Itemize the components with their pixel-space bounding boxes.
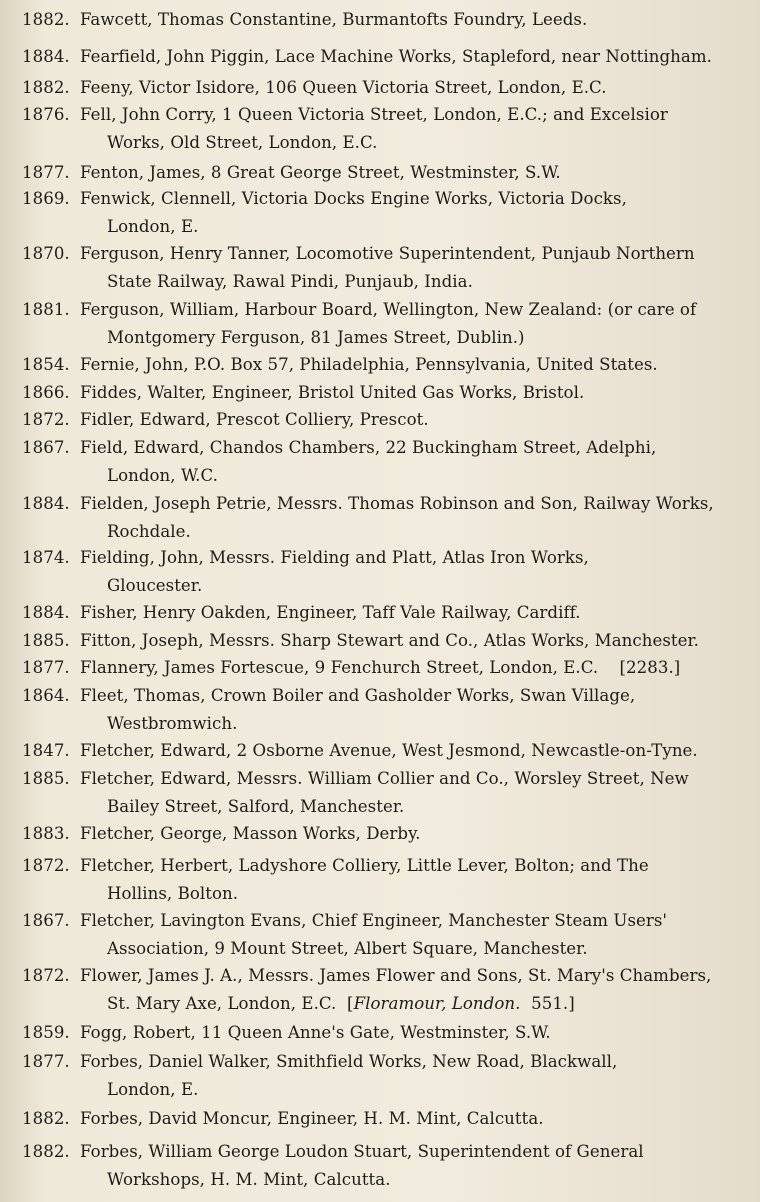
entry-continuation: Bailey Street, Salford, Manchester. <box>107 796 405 816</box>
list-item <box>22 406 744 434</box>
entry-continuation-text: St. Mary Axe, London, E.C. [ <box>107 993 354 1013</box>
entry-text: Fisher, Henry Oakden, Engineer, Taff Vale Railway, Cardiff. <box>80 603 581 622</box>
entry-year: 1867. <box>22 911 70 930</box>
entry-text: Fogg, Robert, 11 Queen Anne's Gate, Westminster, S.W. <box>80 1023 551 1042</box>
entry-year: 1859. <box>22 1023 70 1042</box>
entry-text: Forbes, William George Loudon Stuart, Superintendent of General <box>80 1142 644 1161</box>
list-item <box>22 1019 744 1047</box>
entry-year: 1882. <box>22 1142 70 1161</box>
entry-year: 1885. <box>22 631 70 650</box>
entry-text: Fenwick, Clennell, Victoria Docks Engine Works, Victoria Docks, <box>80 189 627 208</box>
entry-text: Forbes, Daniel Walker, Smithfield Works, New Road, Blackwall, <box>80 1052 618 1071</box>
entry-text: Fletcher, Edward, 2 Osborne Avenue, West Jesmond, Newcastle-on-Tyne. <box>80 741 698 760</box>
list-item <box>22 765 744 820</box>
list-item <box>22 6 744 34</box>
list-item <box>22 737 744 765</box>
telegraphic-address: Floramour, London. <box>353 993 521 1013</box>
entry-year: 1870. <box>22 244 70 263</box>
entry-continuation: Association, 9 Mount Street, Albert Square, Manchester. <box>107 938 588 958</box>
list-item <box>22 101 744 156</box>
entry-text: Feeny, Victor Isidore, 106 Queen Victoria Street, London, E.C. <box>80 78 607 97</box>
entry-text: Fleet, Thomas, Crown Boiler and Gasholder Works, Swan Village, <box>80 686 636 705</box>
entry-text: Ferguson, Henry Tanner, Locomotive Superintendent, Punjaub Northern <box>80 244 695 263</box>
entry-continuation: London, E. <box>107 216 199 236</box>
list-item <box>22 159 744 187</box>
entry-continuation: Montgomery Ferguson, 81 James Street, Dublin.) <box>107 327 525 347</box>
entry-text: Fletcher, Herbert, Ladyshore Colliery, Little Lever, Bolton; and The <box>80 856 649 875</box>
entry-continuation: Westbromwich. <box>107 713 238 733</box>
entry-year: 1882. <box>22 1109 70 1128</box>
entry-text: Fiddes, Walter, Engineer, Bristol United Gas Works, Bristol. <box>80 383 585 402</box>
list-item <box>22 296 744 351</box>
entry-year: 1876. <box>22 105 70 124</box>
entry-text: Field, Edward, Chandos Chambers, 22 Buckingham Street, Adelphi, <box>80 438 657 457</box>
entry-year: 1874. <box>22 548 70 567</box>
entry-continuation: Workshops, H. M. Mint, Calcutta. <box>107 1169 391 1189</box>
entry-text: Fearfield, John Piggin, Lace Machine Works, Stapleford, near Nottingham. <box>80 47 712 66</box>
entry-text: Fernie, John, P.O. Box 57, Philadelphia, Pennsylvania, United States. <box>80 355 658 374</box>
entry-year: 1882. <box>22 78 70 97</box>
entry-year: 1872. <box>22 966 70 985</box>
list-item <box>22 907 744 962</box>
entry-year: 1869. <box>22 189 70 208</box>
entry-year: 1866. <box>22 383 70 402</box>
list-item <box>22 43 744 71</box>
entry-text: Fletcher, Lavington Evans, Chief Engineer, Manchester Steam Users' <box>80 911 668 930</box>
list-item <box>22 240 744 295</box>
list-item <box>22 379 744 407</box>
list-item <box>22 627 744 655</box>
entry-text: Flannery, James Fortescue, 9 Fenchurch Street, London, E.C. [2283.] <box>80 658 681 677</box>
entry-text: Forbes, David Moncur, Engineer, H. M. Mint, Calcutta. <box>80 1109 544 1128</box>
list-item <box>22 962 744 1017</box>
entry-year: 1883. <box>22 824 70 843</box>
entry-reference: 551.] <box>520 993 575 1013</box>
entry-continuation: Rochdale. <box>107 521 191 541</box>
list-item <box>22 682 744 737</box>
entry-text: Fawcett, Thomas Constantine, Burmantofts Foundry, Leeds. <box>80 10 588 29</box>
list-item <box>22 544 744 599</box>
entry-year: 1885. <box>22 769 70 788</box>
list-item <box>22 852 744 907</box>
entry-text: Flower, James J. A., Messrs. James Flower and Sons, St. Mary's Chambers, <box>80 966 712 985</box>
entry-continuation <box>22 990 744 1018</box>
entry-year: 1884. <box>22 47 70 66</box>
list-item <box>22 74 744 102</box>
entry-year: 1847. <box>22 741 70 760</box>
entry-text: Fletcher, George, Masson Works, Derby. <box>80 824 421 843</box>
entry-continuation: State Railway, Rawal Pindi, Punjaub, India. <box>107 271 473 291</box>
list-item <box>22 490 744 545</box>
entry-text: Fenton, James, 8 Great George Street, Westminster, S.W. <box>80 163 561 182</box>
list-item <box>22 351 744 379</box>
entry-continuation: Works, Old Street, London, E.C. <box>107 132 378 152</box>
list-item <box>22 185 744 240</box>
entry-text: Ferguson, William, Harbour Board, Wellington, New Zealand: (or care of <box>80 300 697 319</box>
entry-year: 1867. <box>22 438 70 457</box>
entry-year: 1872. <box>22 410 70 429</box>
list-item <box>22 434 744 489</box>
entry-year: 1884. <box>22 603 70 622</box>
entry-continuation: London, W.C. <box>107 465 218 485</box>
entry-continuation: Gloucester. <box>107 575 203 595</box>
entry-text: Fielden, Joseph Petrie, Messrs. Thomas Robinson and Son, Railway Works, <box>80 494 714 513</box>
list-item <box>22 654 744 682</box>
entry-year: 1882. <box>22 10 70 29</box>
entry-text: Fletcher, Edward, Messrs. William Collier and Co., Worsley Street, New <box>80 769 689 788</box>
entry-text: Fitton, Joseph, Messrs. Sharp Stewart and Co., Atlas Works, Manchester. <box>80 631 699 650</box>
entry-text: Fidler, Edward, Prescot Colliery, Prescot. <box>80 410 429 429</box>
entry-text: Fielding, John, Messrs. Fielding and Platt, Atlas Iron Works, <box>80 548 589 567</box>
entry-year: 1881. <box>22 300 70 319</box>
entry-text: Fell, John Corry, 1 Queen Victoria Street, London, E.C.; and Excelsior <box>80 105 668 124</box>
entry-year: 1877. <box>22 658 70 677</box>
entry-year: 1884. <box>22 494 70 513</box>
entry-year: 1877. <box>22 163 70 182</box>
list-item <box>22 599 744 627</box>
list-item <box>22 1138 744 1193</box>
entry-continuation: Hollins, Bolton. <box>107 883 239 903</box>
list-item <box>22 820 744 848</box>
entry-year: 1877. <box>22 1052 70 1071</box>
entry-year: 1864. <box>22 686 70 705</box>
list-item <box>22 1048 744 1103</box>
entry-year: 1854. <box>22 355 70 374</box>
list-item <box>22 1105 744 1133</box>
entry-year: 1872. <box>22 856 70 875</box>
entry-continuation: London, E. <box>107 1079 199 1099</box>
